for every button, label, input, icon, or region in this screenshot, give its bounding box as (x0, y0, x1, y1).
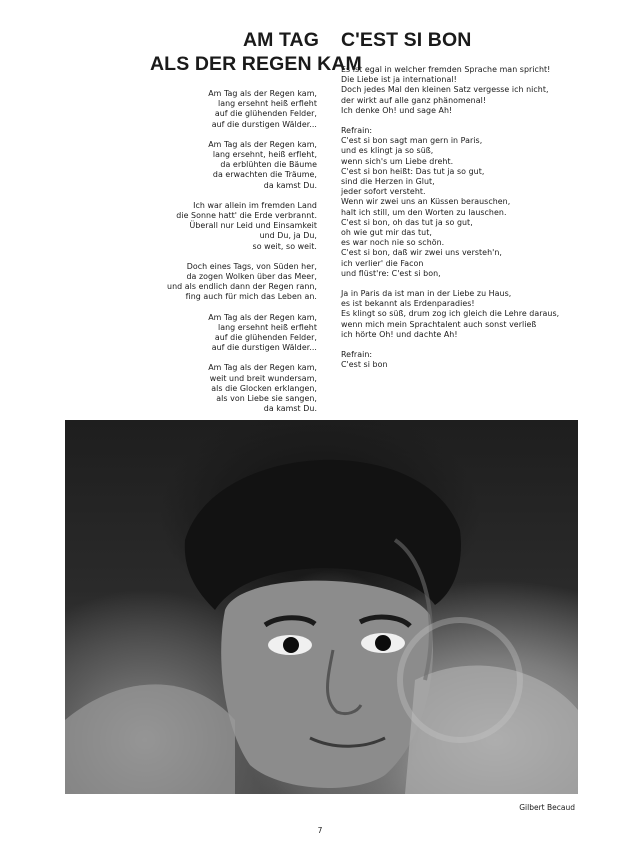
lyric-line: es war noch nie so schön. (341, 238, 445, 248)
lyric-line: es ist bekannt als Erdenparadies! (341, 299, 475, 309)
lyric-line: Die Liebe ist ja international! (341, 75, 457, 85)
lyric-line: und flüst're: C'est si bon, (341, 268, 441, 278)
lyric-line: jeder sofort versteht. (341, 187, 426, 197)
lyric-line: so weit, so weit. (252, 241, 317, 251)
lyric-line: da erwachten die Träume, (212, 170, 317, 180)
lyric-line: C'est si bon heißt: Das tut ja so gut, (341, 166, 485, 176)
stanza (341, 65, 581, 116)
lyric-line: als die Glocken erklangen, (211, 383, 317, 393)
stanza (150, 89, 317, 130)
song-title-cest-si-bon: C'EST SI BON (341, 29, 472, 51)
stanza (150, 363, 317, 414)
lyric-line: weit und breit wundersam, (209, 373, 317, 383)
lyric-line: Doch jedes Mal den kleinen Satz vergesse ich nicht, (341, 85, 549, 95)
photo-caption: Gilbert Becaud (519, 803, 575, 812)
lyric-line: Ich war allein im fremden Land (193, 200, 317, 210)
lyric-line: Am Tag als der Regen kam, (208, 139, 317, 149)
lyric-line: lang ersehnt heiß erfleht (217, 322, 317, 332)
lyric-line: Refrain: (341, 350, 373, 360)
lyric-line: der wirkt auf alle ganz phänomenal! (341, 95, 487, 105)
lyric-line: als von Liebe sie sangen, (216, 394, 317, 404)
lyric-line: Am Tag als der Regen kam, (208, 312, 317, 322)
song-cest-si-bon (341, 28, 581, 380)
portrait-photo (65, 420, 578, 794)
song-title-am-tag (150, 28, 362, 76)
lyric-line: und es klingt ja so süß, (341, 146, 434, 156)
lyric-line: auf die durstigen Wälder... (211, 343, 317, 353)
lyrics-cest-si-bon (341, 65, 581, 370)
stanza (150, 262, 317, 303)
lyric-line: fing auch für mich das Leben an. (185, 292, 317, 302)
lyric-line: auf die glühenden Felder, (214, 109, 317, 119)
stanza (341, 126, 581, 279)
lyric-line: Am Tag als der Regen kam, (208, 363, 317, 373)
lyric-line: Es klingt so süß, drum zog ich gleich die Lehre daraus, (341, 309, 560, 319)
lyric-line: sind die Herzen in Glut, (341, 177, 435, 187)
lyric-line: Wenn wir zwei uns an Küssen berauschen, (341, 197, 511, 207)
title-line: ALS DER REGEN KAM (150, 53, 362, 75)
lyric-line: da kamst Du. (263, 180, 317, 190)
lyric-line: Doch eines Tags, von Süden her, (186, 261, 317, 271)
lyric-line: wenn sich's um Liebe dreht. (341, 156, 454, 166)
lyric-line: Ich denke Oh! und sage Ah! (341, 105, 453, 115)
stanza (150, 140, 317, 191)
lyric-line: und Du, ja Du, (259, 231, 317, 241)
lyric-line: da kamst Du. (263, 404, 317, 414)
lyric-line: ich hörte Oh! und dachte Ah! (341, 329, 458, 339)
stanza (150, 313, 317, 354)
page-number: 7 (317, 826, 323, 835)
lyric-line: oh wie gut mir das tut, (341, 228, 432, 238)
lyric-line: Ja in Paris da ist man in der Liebe zu Haus, (341, 289, 512, 299)
stanza (341, 289, 581, 340)
lyric-line: C'est si bon (341, 360, 388, 370)
lyric-line: da erblühten die Bäume (220, 160, 317, 170)
lyric-line: auf die durstigen Wälder... (211, 119, 317, 129)
lyric-line: lang ersehnt heiß erfleht (217, 99, 317, 109)
lyric-line: auf die glühenden Felder, (214, 333, 317, 343)
lyric-line: halt ich still, um den Worten zu lauschen. (341, 207, 507, 217)
stanza (150, 201, 317, 252)
lyric-line: Überall nur Leid und Einsamkeit (189, 221, 317, 231)
lyric-line: Am Tag als der Regen kam, (208, 89, 317, 98)
title-line: AM TAG (242, 29, 319, 51)
lyric-line: ich verlier' die Facon (341, 258, 424, 268)
lyric-line: da zogen Wolken über das Meer, (186, 272, 317, 282)
lyric-line: wenn mich mein Sprachtalent auch sonst verließ (341, 319, 537, 329)
lyric-line: Es ist egal in welcher fremden Sprache man spricht! (341, 65, 551, 74)
stanza (341, 350, 581, 370)
lyric-line: C'est si bon, daß wir zwei uns versteh'n, (341, 248, 502, 258)
lyrics-am-tag (150, 89, 317, 414)
lyric-line: und als endlich dann der Regen rann, (167, 282, 317, 292)
lyric-line: C'est si bon, oh das tut ja so gut, (341, 217, 473, 227)
lyric-line: die Sonne hatt' die Erde verbrannt. (176, 211, 317, 221)
lyric-line: Refrain: (341, 126, 373, 136)
lyric-line: C'est si bon sagt man gern in Paris, (341, 136, 483, 146)
portrait-illustration (65, 420, 578, 794)
lyric-line: lang ersehnt, heiß erfleht, (212, 150, 317, 160)
